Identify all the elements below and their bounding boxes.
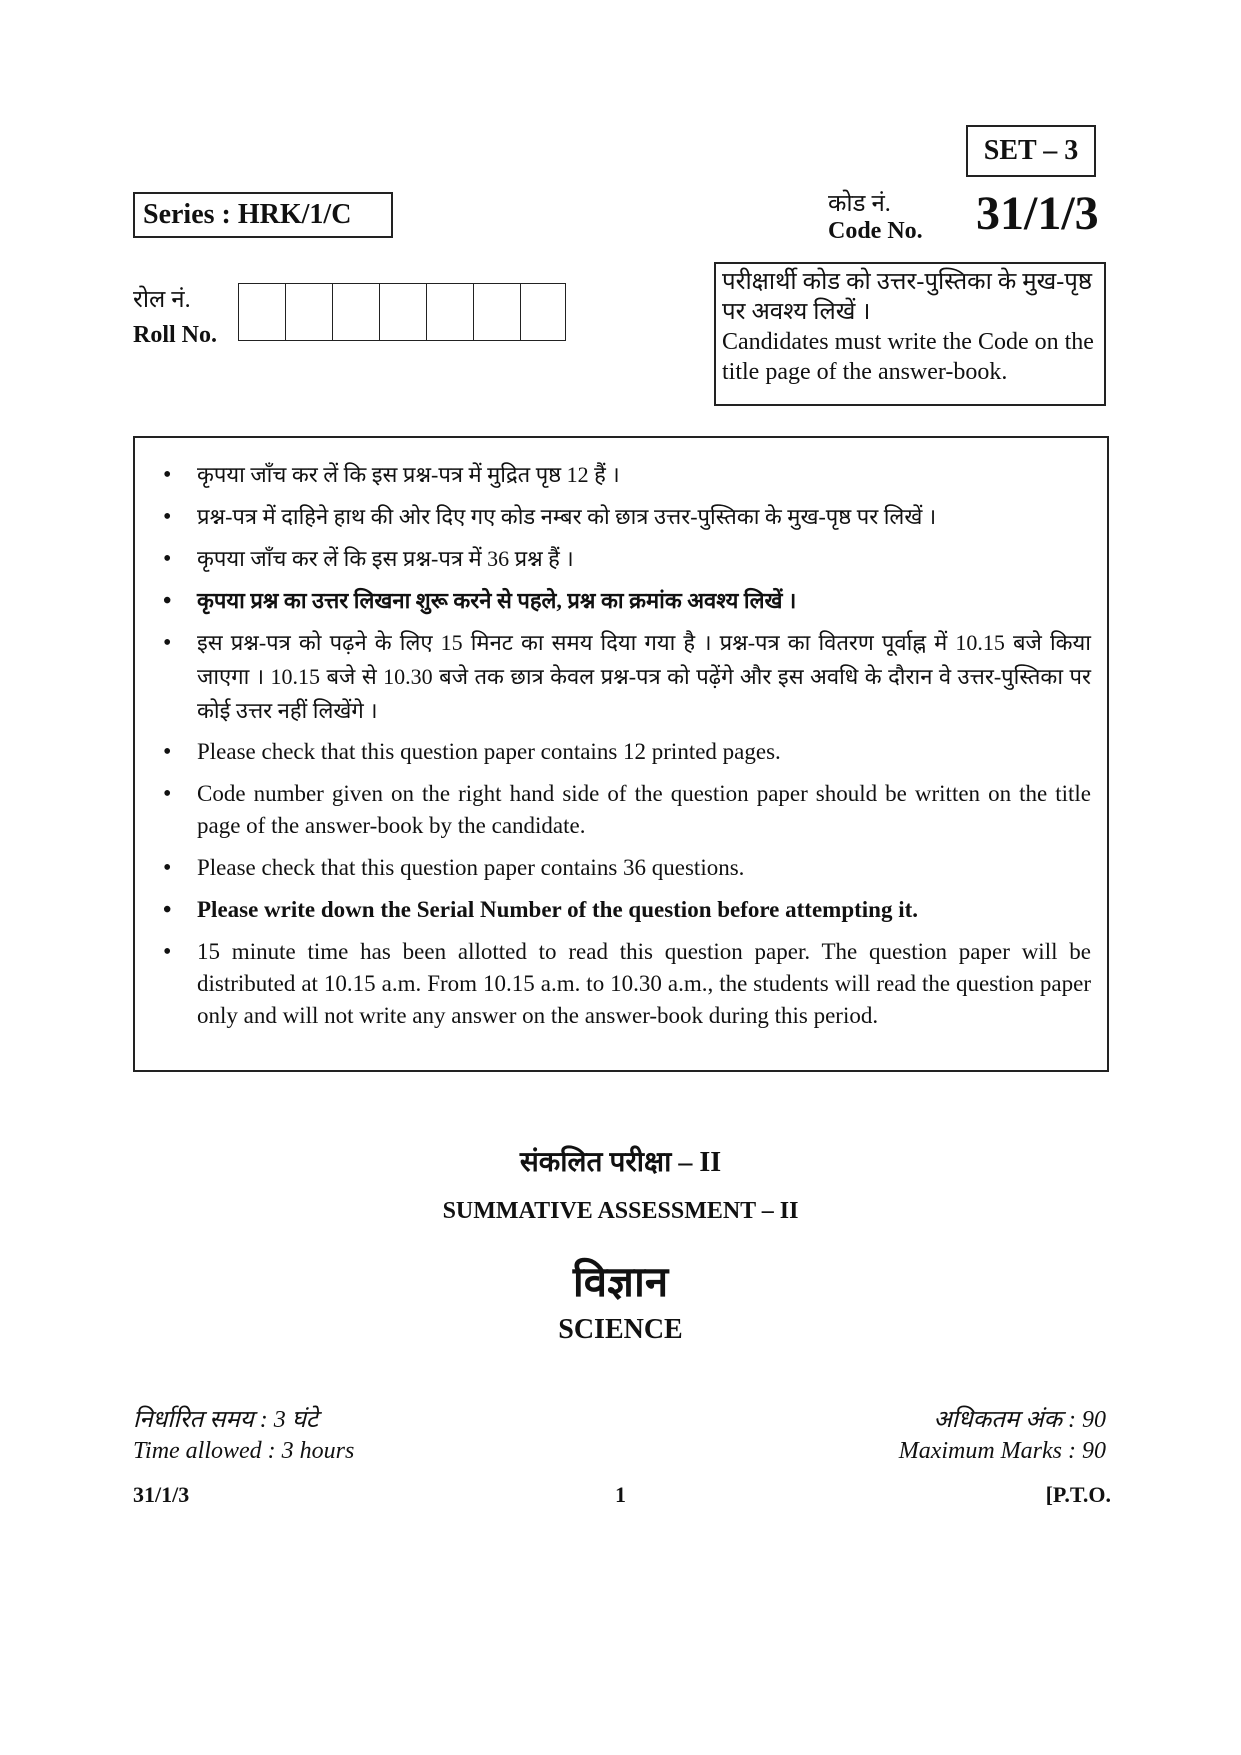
pto-label: [P.T.O.: [1045, 1482, 1111, 1507]
maximum-marks-hindi: अधिकतम अंक : 90: [933, 1407, 1106, 1433]
instruction-hindi: • इस प्रश्न-पत्र को पढ़ने के लिए 15 मिनट का समय दिया गया है । प्रश्न-पत्र का वितरण पूर्वाह्न में 10.15 बजे किया जाएगा । 10.15 बजे से 10.30 बजे तक छात्र केवल प्रश्न-पत्र को पढ़ेंगे और इस अवधि के दौरान वे उत्तर-पुस्तिका पर कोई उत्तर नहीं लिखेंगे ।: [155, 626, 1091, 728]
roll-label-hindi: रोल नं.: [133, 287, 191, 313]
code-label-english: Code No.: [828, 218, 923, 244]
roll-label-english: Roll No.: [133, 322, 217, 348]
time-allowed-hindi: निर्धारित समय : 3 घंटे: [133, 1407, 318, 1433]
time-allowed-english: Time allowed : 3 hours: [133, 1438, 355, 1464]
candidate-note-english: Candidates must write the Code on the title page of the answer-book.: [722, 329, 1094, 385]
instruction-hindi: • प्रश्न-पत्र में दाहिने हाथ की ओर दिए गए कोड नम्बर को छात्र उत्तर-पुस्तिका के मुख-पृष्ठ पर लिखें ।: [155, 500, 1091, 534]
exam-title-hindi: संकलित परीक्षा – II: [519, 1147, 722, 1178]
instruction-hindi: • कृपया प्रश्न का उत्तर लिखना शुरू करने से पहले, प्रश्न का क्रमांक अवश्य लिखें ।: [155, 584, 1091, 618]
instructions-box: [133, 436, 1109, 1072]
instruction-hindi: • कृपया जाँच कर लें कि इस प्रश्न-पत्र में मुद्रित पृष्ठ 12 हैं ।: [155, 458, 1091, 492]
instruction-english: • Please check that this question paper contains 12 printed pages.: [155, 736, 1091, 768]
maximum-marks-english: Maximum Marks : 90: [898, 1438, 1106, 1464]
page-number: 1: [615, 1482, 626, 1507]
instruction-english: • 15 minute time has been allotted to read this question paper. The question paper will be distributed at 10.15 a.m. From 10.15 a.m. to 10.30 a.m., the students will read the question paper only and will not write any answer on the answer-book during this period.: [155, 936, 1091, 1032]
exam-title-english: SUMMATIVE ASSESSMENT – II: [442, 1198, 799, 1224]
instruction-english: • Please write down the Serial Number of the question before attempting it.: [155, 894, 1091, 926]
instruction-english: • Code number given on the right hand side of the question paper should be written on the title page of the answer-book by the candidate.: [155, 778, 1091, 842]
roll-cell[interactable]: [333, 284, 380, 340]
roll-cell[interactable]: [427, 284, 474, 340]
footer-code: 31/1/3: [133, 1482, 190, 1507]
roll-cell[interactable]: [521, 284, 565, 340]
instructions-list: [155, 458, 1091, 1032]
roll-cell[interactable]: [380, 284, 427, 340]
set-label: SET – 3: [966, 125, 1096, 177]
subject-hindi: विज्ञान: [572, 1260, 669, 1306]
code-number: 31/1/3: [976, 187, 1099, 240]
candidate-note-hindi-line2: पर अवश्य लिखें ।: [722, 299, 871, 325]
roll-cell[interactable]: [474, 284, 521, 340]
candidate-note-box: [714, 262, 1106, 406]
series-label: Series : HRK/1/C: [133, 192, 393, 238]
roll-number-grid[interactable]: [238, 283, 566, 341]
roll-cell[interactable]: [239, 284, 286, 340]
instruction-hindi: • कृपया जाँच कर लें कि इस प्रश्न-पत्र में 36 प्रश्न हैं ।: [155, 542, 1091, 576]
code-label-hindi: कोड नं.: [828, 191, 891, 217]
candidate-note-hindi-line1: परीक्षार्थी कोड को उत्तर-पुस्तिका के मुख-पृष्ठ: [722, 269, 1093, 295]
subject-english: SCIENCE: [558, 1314, 683, 1345]
roll-cell[interactable]: [286, 284, 333, 340]
instruction-english: • Please check that this question paper contains 36 questions.: [155, 852, 1091, 884]
